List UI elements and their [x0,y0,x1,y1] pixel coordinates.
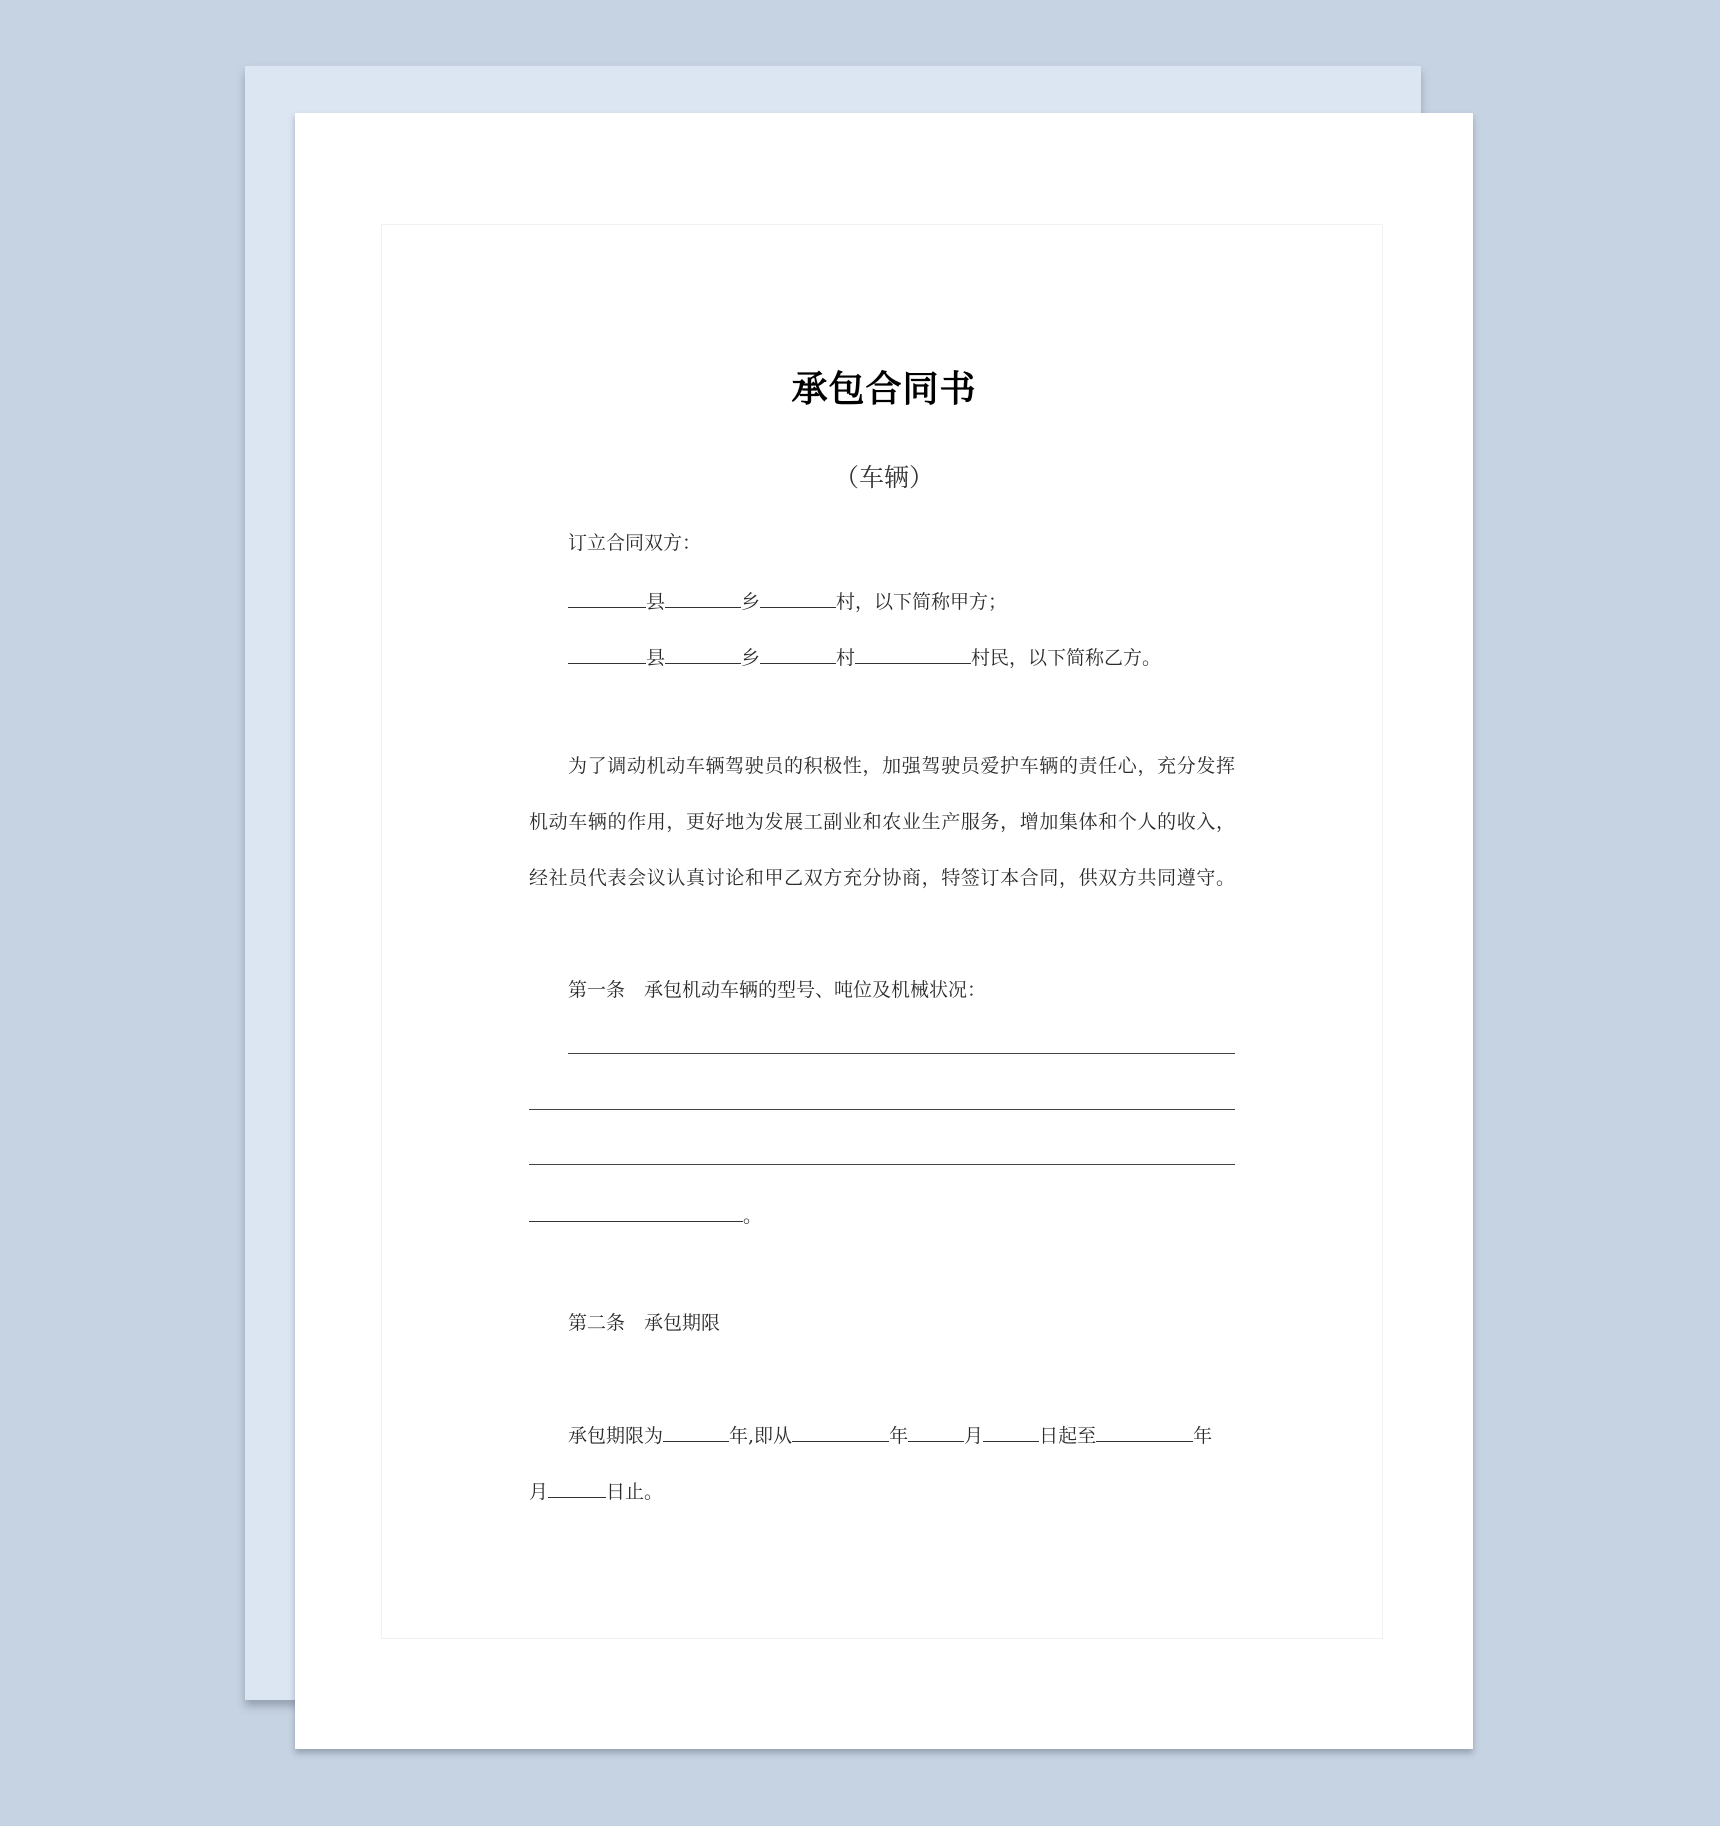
blank-field [548,1477,606,1498]
parties-heading: 订立合同双方： [568,532,702,554]
article1-heading: 第一条 承包机动车辆的型号、吨位及机械状况： [568,979,987,1001]
blank-field [908,1421,964,1442]
article1-end-line [529,1201,762,1228]
text: 年,即从 [729,1425,793,1447]
blank-rule [529,1164,1235,1165]
text: 乡 [741,647,761,669]
blank-field [792,1421,889,1442]
term-line [568,1421,1212,1448]
preamble-line: 为了调动机动车辆驾驶员的积极性，加强驾驶员爱护车辆的责任心，充分发挥 [568,755,1235,777]
blank-field [665,643,741,664]
text: 年 [889,1425,909,1447]
blank-field [760,643,836,664]
blank-rule [568,1053,1235,1054]
blank-field [983,1421,1039,1442]
text: 村民，以下简称乙方。 [971,647,1162,669]
document-page [295,113,1473,1749]
text: 村 [836,647,856,669]
article2-heading: 第二条 承包期限 [568,1312,721,1334]
blank-field [855,643,971,664]
text: 乡 [741,591,761,613]
text: 县 [646,647,666,669]
document-title: 承包合同书 [791,369,977,410]
text: 村，以下简称甲方； [836,591,1008,613]
document-subtitle: （车辆） [833,463,934,492]
text: 县 [646,591,666,613]
text: 日止。 [606,1481,664,1503]
preamble-line: 经社员代表会议认真讨论和甲乙双方充分协商，特签订本合同，供双方共同遵守。 [529,867,1235,889]
text: 年 [1193,1425,1213,1447]
preamble-line: 机动车辆的作用，更好地为发展工副业和农业生产服务，增加集体和个人的收入， [529,811,1235,833]
text: 月 [964,1425,984,1447]
blank-field [663,1421,729,1442]
party-b-line [568,643,1161,670]
text: 月 [529,1481,549,1503]
text: 日起至 [1039,1425,1097,1447]
text: 。 [743,1205,763,1227]
blank-rule [529,1109,1235,1110]
blank-field [568,643,646,664]
blank-field [665,587,741,608]
term-line [529,1477,663,1504]
blank-field [760,587,836,608]
party-a-line [568,587,1007,614]
text: 承包期限为 [568,1425,664,1447]
blank-field [1096,1421,1193,1442]
blank-field [568,587,646,608]
blank-field [529,1201,743,1222]
